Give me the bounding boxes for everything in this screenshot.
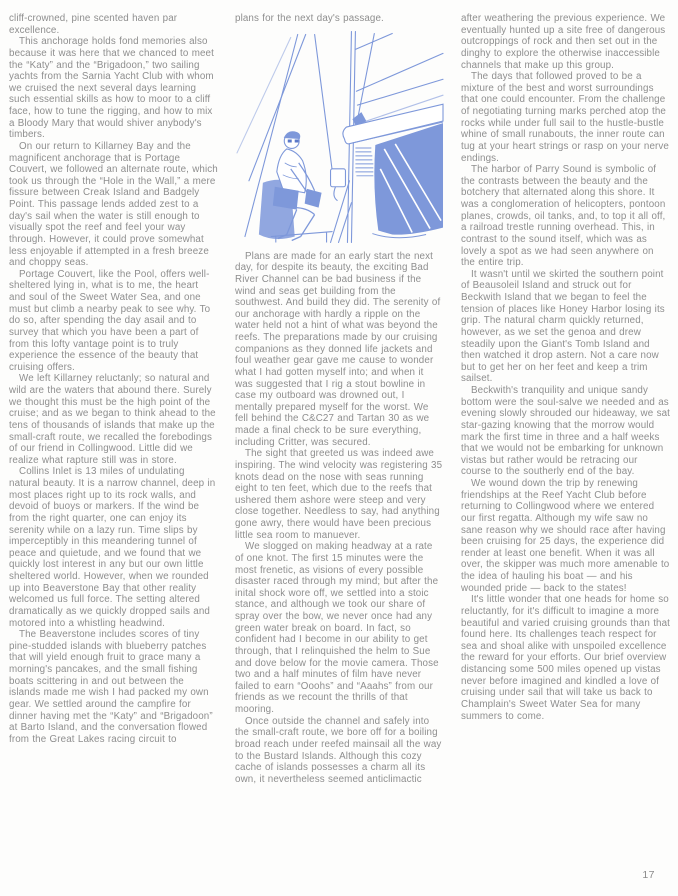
- gear-in-hands: [305, 188, 322, 207]
- body-paragraph: We left Killarney reluctanly; so natural and wild are the waters that abound there. Surely we thought this must be the high point of the cruise; and as we began to think ahead to the tens of thousands of islands that make up the small-craft route, we recalled the forebodings of our friend in Collingwood. Little did we realize what rapture still was in store.: [9, 373, 216, 466]
- body-paragraph: Collins Inlet is 13 miles of undulating natural beauty. It is a narrow channel, deep in most places right up to its rock walls, and devoid of buoys or markers. If the wind be from the right quarter, one can enjoy its serenity while on a lazy run. Time slips by imperceptibly in this meandering tunnel of peace and quietude, and we found that we quickly lost interest in any but our own little sheltered world. However, when we rounded up into Beaverstone Bay that other reality welcomed us full force. The setting altered dramatically as we quickly dropped sails and motored into a whistling headwind.: [9, 466, 216, 629]
- body-paragraph: It's little wonder that one heads for home so reluctantly, for it's difficult to imagine a more beautiful and varied cruising grounds than that found here. Its challenges teach respect for sea and shoal alike with unspoiled excellence the reward for your efforts. Our brief overview distancing some 500 miles opened up vistas never before imagined and kindled a love of cruising under sail that will take us back to Champlain's Sweet Water Sea for many summers to come.: [461, 594, 671, 722]
- mast-cleat: [331, 168, 346, 200]
- body-paragraph: cliff-crowned, pine scented haven par excellence.: [9, 13, 178, 36]
- column-center: [235, 13, 444, 785]
- column-left: [9, 13, 218, 785]
- body-paragraph: We wound down the trip by renewing friendships at the Reef Yacht Club before returning to Collingwood where we entered our first regatta. Although my wife saw no sane reason why we should race after having been cruising for 25 days, the experience did render at least one benefit. When it was all over, the skipper was much more amenable to the idea of hauling his boat — and his wounded pride — back to the states!: [461, 478, 670, 594]
- body-paragraph: The harbor of Parry Sound is symbolic of the contrasts between the beauty and the botchery that alternated along this shore. It was a conglomeration of helicopters, pontoon planes, crowds, oil tanks, and, to top it all off, a railroad trestle running overhead. This, in contrast to the sound itself, which was as lovely a spot as we had seen anywhere on the entire trip.: [461, 164, 666, 269]
- body-paragraph: plans for the next day's passage.: [235, 13, 384, 24]
- column-right: [461, 13, 670, 785]
- body-paragraph: Portage Couvert, like the Pool, offers well-sheltered lying in, what is to me, the heart and soul of the Sweet Water Sea, and one must but climb a nearby peak to see why. To do so, after spending the day asail and to survey that which you have been a part of from this lofty vantage point is to truly experience the essence of the beauty that cruising offers.: [9, 268, 211, 373]
- sailboat-illustration: [235, 30, 444, 244]
- body-paragraph: The sight that greeted us was indeed awe inspiring. The wind velocity was registering 35 knots dead on the nose with seas running eight to ten feet, which due to the reefs that ushered them ashore were steep and very close together. Needless to say, had anything gone awry, there would have been precious little sea room to manuever.: [235, 448, 443, 541]
- body-paragraph: Once outside the channel and safely into the small-craft route, we bore off for a boiling broad reach under reefed mainsail all the way to the Bustard Islands. Although this cozy cache of islands possesses a charm all its own, it nevertheless seemed anticlimactic: [235, 715, 442, 785]
- body-paragraph: We slogged on making headway at a rate of one knot. The first 15 minutes were the most frenetic, as visions of every possible disaster raced through my mind; but after the inital shock wore off, we settled into a stoic stance, and although we took our share of spray over the bow, we never once had any green water break on board. In fact, so confident had I become in our ability to get through, that I relinquished the helm to Sue and dove below for the movie camera. Those two and a half minutes of film have never failed to earn “Ooohs” and “Aaahs” from our friends as we recount the thrills of that mooring.: [235, 541, 439, 715]
- body-paragraph: On our return to Killarney Bay and the magnificent anchorage that is Portage Couvert, we followed an alternate route, which took us through the “Hole in the Wall,” a mere fissure between Creak Island and Badgely Point. This passage lends added zest to a day's sail when the water is still enough to visually spot the reef and feel your way through. However, it could prove somewhat less enjoyable if attempted in a fresh breeze and choppy seas.: [9, 140, 218, 269]
- body-paragraph: The days that followed proved to be a mixture of the best and worst surroundings that one could encounter. From the challenge of negotiating turning marks perched atop the rocks while under full sail to the hustle-bustle whine of small runabouts, the inner route can tug at your heart strings or rasp on your nerve endings.: [461, 71, 669, 164]
- hair: [284, 131, 300, 139]
- body-paragraph: This anchorage holds fond memories also because it was here that we chanced to meet the “Katy” and the “Brigadoon,” two sailing yachts from the Sarnia Yacht Club with whom we cruised the next several days learning such essential skills as how to moor to a cliff face, how to tune the rigging, and how to mix a Bloody Mary that would shiver anybody's timbers.: [9, 36, 214, 141]
- page-number: 17: [642, 869, 655, 881]
- shorts: [273, 186, 299, 209]
- sailor-figure: [259, 131, 333, 242]
- body-paragraph: after weathering the previous experience. We eventually hunted up a site free of dangerous outcroppings of rock and then set out in the dinghy to explore the otherwise inaccessible channels that make up this group.: [461, 13, 666, 71]
- body-paragraph: Beckwith's tranquility and unique sandy bottom were the soul-salve we needed and as evening slowly shrouded our hideaway, we sat star-gazing knowing that the morrow would mark the first time in three and a half weeks that we would not be embarking for unknown vistas but rather would be retracing our course to the southerly end of the bay.: [461, 385, 670, 478]
- furled-sail: [372, 123, 443, 238]
- body-paragraph: Plans are made for an early start the next day, for despite its beauty, the exciting Bad River Channel can be bad business if the wind and seas get building from the southwest. And build they did. The serenity of our anchorage with hardly a ripple on the water held not a hint of what was beyond the reefs. The preparations made by our cruising companions as they donned life jackets and foul weather gear gave me cause to wonder what I had gotten myself into; and when it was suggested that I rig a stout bowline in case my outboard was drowned out, I mentally prepared myself for the worst. We fell behind the C&C27 and Tartan 30 as we made a final check to be sure everything, including Critter, was secured.: [235, 250, 441, 448]
- text-columns: [9, 13, 670, 785]
- rope-coil: [355, 148, 373, 176]
- body-paragraph: It wasn't until we skirted the southern point of Beausoleil Island and struck out for Beckwith Island that we began to feel the tension of places like Honey Harbor losing its grip. The natural charm quickly returned, however, as we set the genoa and drew steadily upon the Giant's Tomb Island and then watched it drop astern. Not a care now but to get her on her feet and keep a trim sailset.: [461, 268, 665, 385]
- body-paragraph: The Beaverstone includes scores of tiny pine-studded islands with blueberry patches that will yield enough fruit to grace many a morning's pancakes, and the small fishing boats scittering in and out between the islands made me wish I had packed my own gear. We settled around the campfire for dinner having met the “Katy” and “Brigadoon” at Barto Island, and the conversation flowed from the Great Lakes racing circuit to: [9, 629, 213, 745]
